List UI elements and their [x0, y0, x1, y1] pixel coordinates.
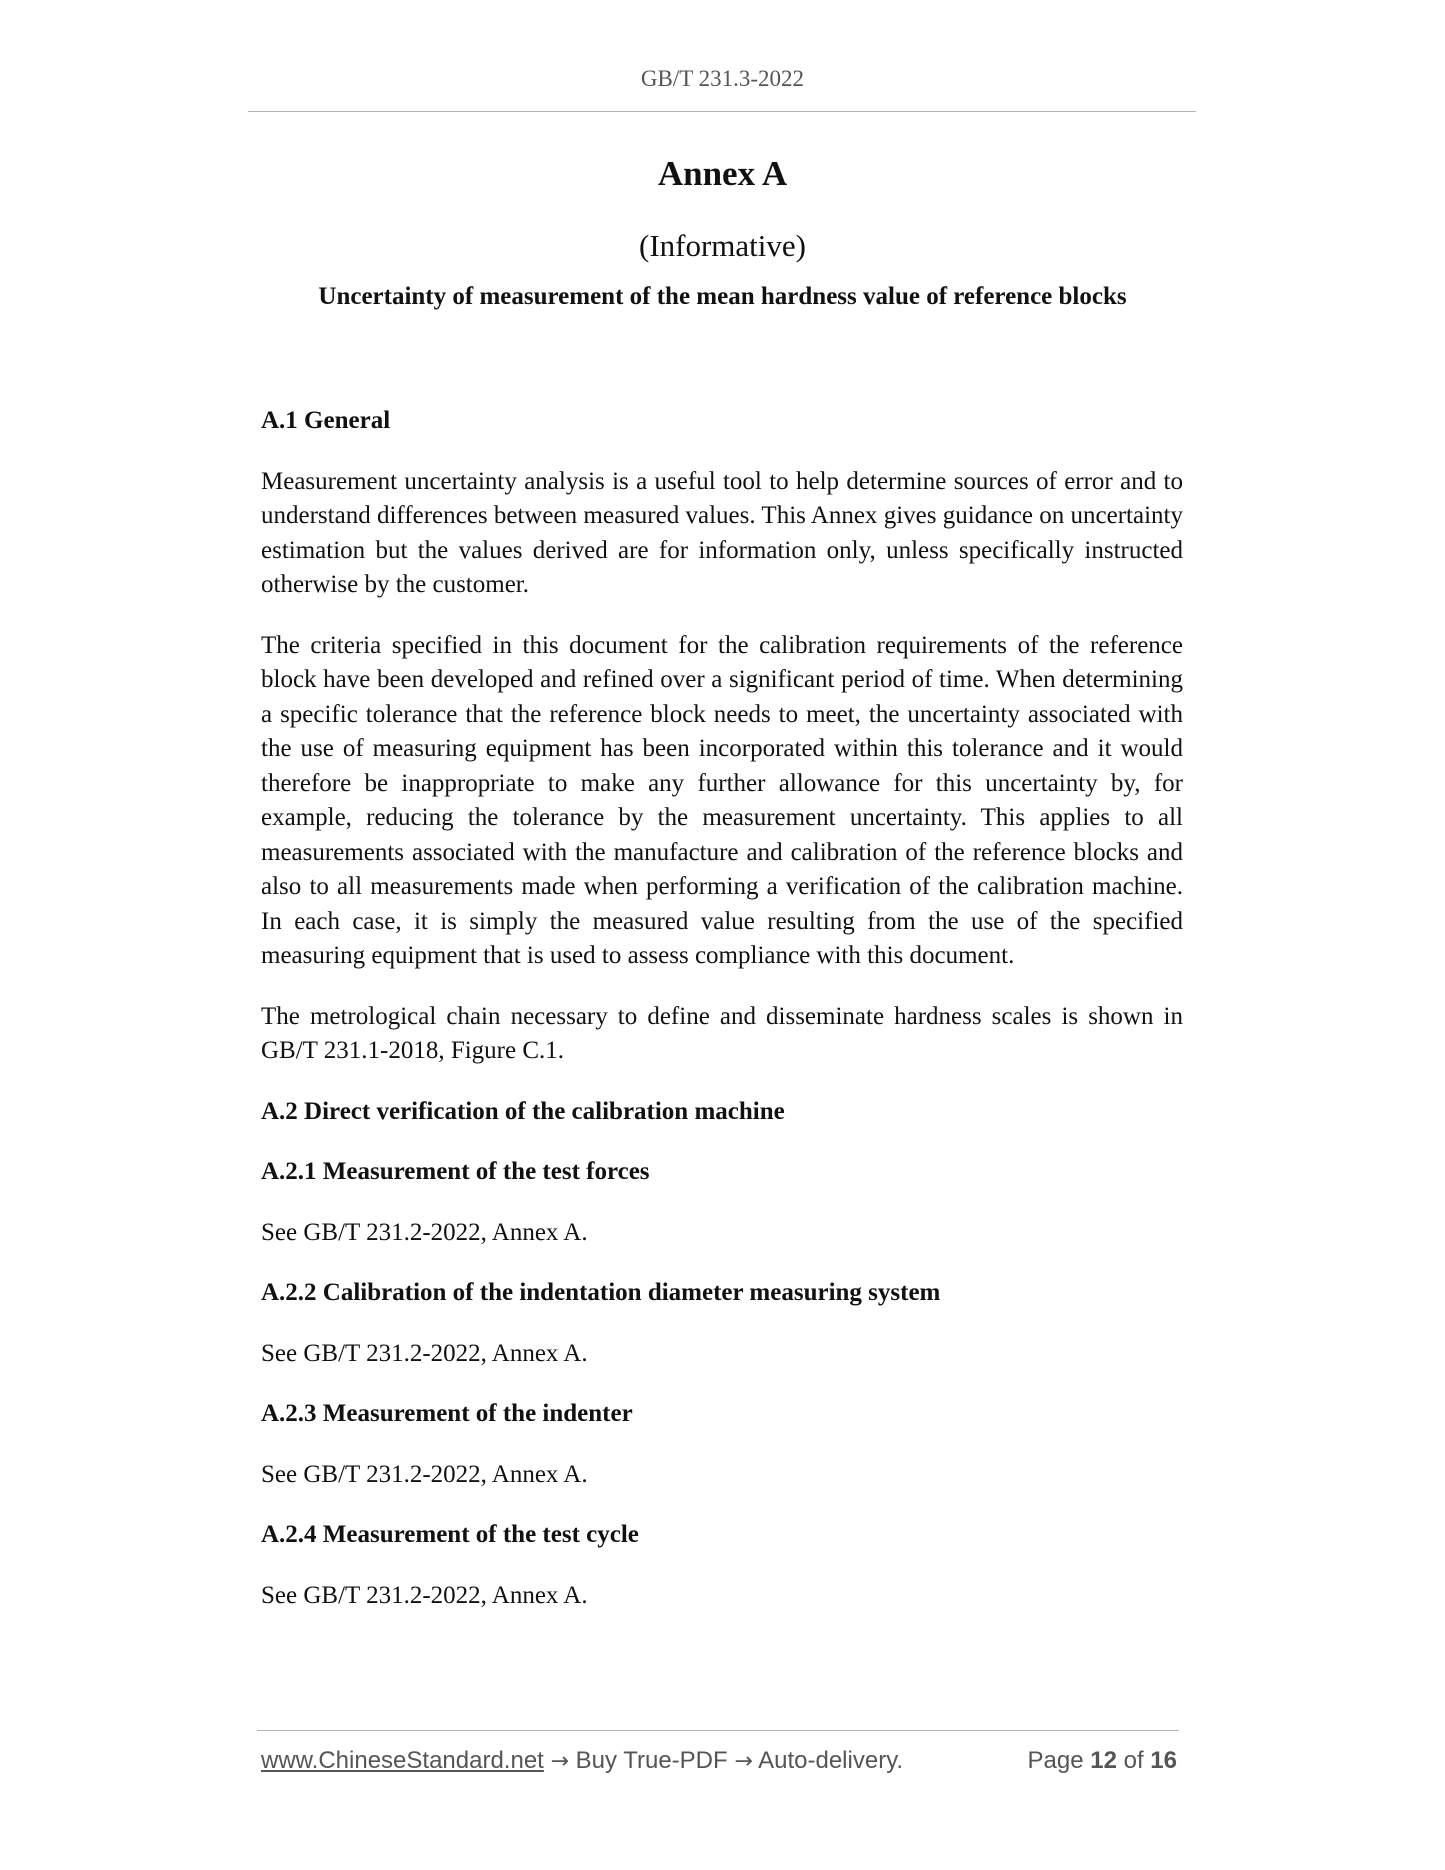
- auto-delivery-text: Auto-delivery.: [758, 1747, 904, 1774]
- footer-divider: [257, 1730, 1179, 1731]
- arrow-right-icon: →: [734, 1749, 753, 1774]
- page-number: [1028, 1747, 1178, 1775]
- buy-true-pdf-text: Buy True-PDF: [575, 1747, 728, 1774]
- annex-type: (Informative): [639, 228, 806, 263]
- section-heading-a24: A.2.4 Measurement of the test cycle: [261, 1521, 639, 1548]
- paragraph-a23: See GB/T 231.2-2022, Annex A.: [261, 1460, 588, 1488]
- paragraph-a1-3: The metrological chain necessary to define and disseminate hardness scales is shown in GB/T 231.1-2018, Figure C.1.: [261, 1002, 1183, 1064]
- paragraph-a1-1: Measurement uncertainty analysis is a useful tool to help determine sources of error and to understand differences between measured values. This Annex gives guidance on uncertainty estimation but the values derived are for information only, unless specifically instructed otherwise by the customer.: [261, 467, 1183, 598]
- page-label: Page: [1027, 1747, 1084, 1774]
- header-divider: [248, 111, 1196, 112]
- current-page: 12: [1090, 1747, 1117, 1774]
- arrow-right-icon: →: [550, 1749, 569, 1774]
- paragraph-a21: See GB/T 231.2-2022, Annex A.: [261, 1218, 588, 1246]
- section-heading-a1: A.1 General: [261, 407, 391, 434]
- paragraph-a1-2: The criteria specified in this document for the calibration requirements of the reference block have been developed and refined over a significant period of time. When determining a specific tolerance that the reference block needs to meet, the uncertainty associated with the use of measuring equipment has been incorporated within this tolerance and it would therefore be inappropriate to make any further allowance for this uncertainty by, for example, reducing the tolerance by the measurement uncertainty. This applies to all measurements associated with the manufacture and calibration of the reference blocks and also to all measurements made when performing a verification of the calibration machine. In each case, it is simply the measured value resulting from the use of the specified measuring equipment that is used to assess compliance with this document.: [261, 631, 1183, 969]
- website-link[interactable]: www.ChineseStandard.net: [261, 1747, 544, 1774]
- section-heading-a2: A.2 Direct verification of the calibration machine: [261, 1097, 785, 1125]
- section-heading-a22: A.2.2 Calibration of the indentation diameter measuring system: [261, 1279, 941, 1306]
- annex-subtitle: Uncertainty of measurement of the mean hardness value of reference blocks: [318, 283, 1127, 310]
- document-body: [261, 404, 1183, 1639]
- paragraph-a24: See GB/T 231.2-2022, Annex A.: [261, 1581, 588, 1609]
- running-header: GB/T 231.3-2022: [640, 66, 805, 91]
- footer-promo: [261, 1747, 903, 1775]
- annex-title: Annex A: [657, 154, 788, 193]
- section-heading-a23: A.2.3 Measurement of the indenter: [261, 1400, 633, 1427]
- paragraph-a22: See GB/T 231.2-2022, Annex A.: [261, 1339, 588, 1367]
- total-pages: 16: [1150, 1747, 1177, 1774]
- page-footer: [261, 1747, 1177, 1779]
- section-heading-a21: A.2.1 Measurement of the test forces: [261, 1158, 650, 1185]
- of-label: of: [1123, 1747, 1144, 1774]
